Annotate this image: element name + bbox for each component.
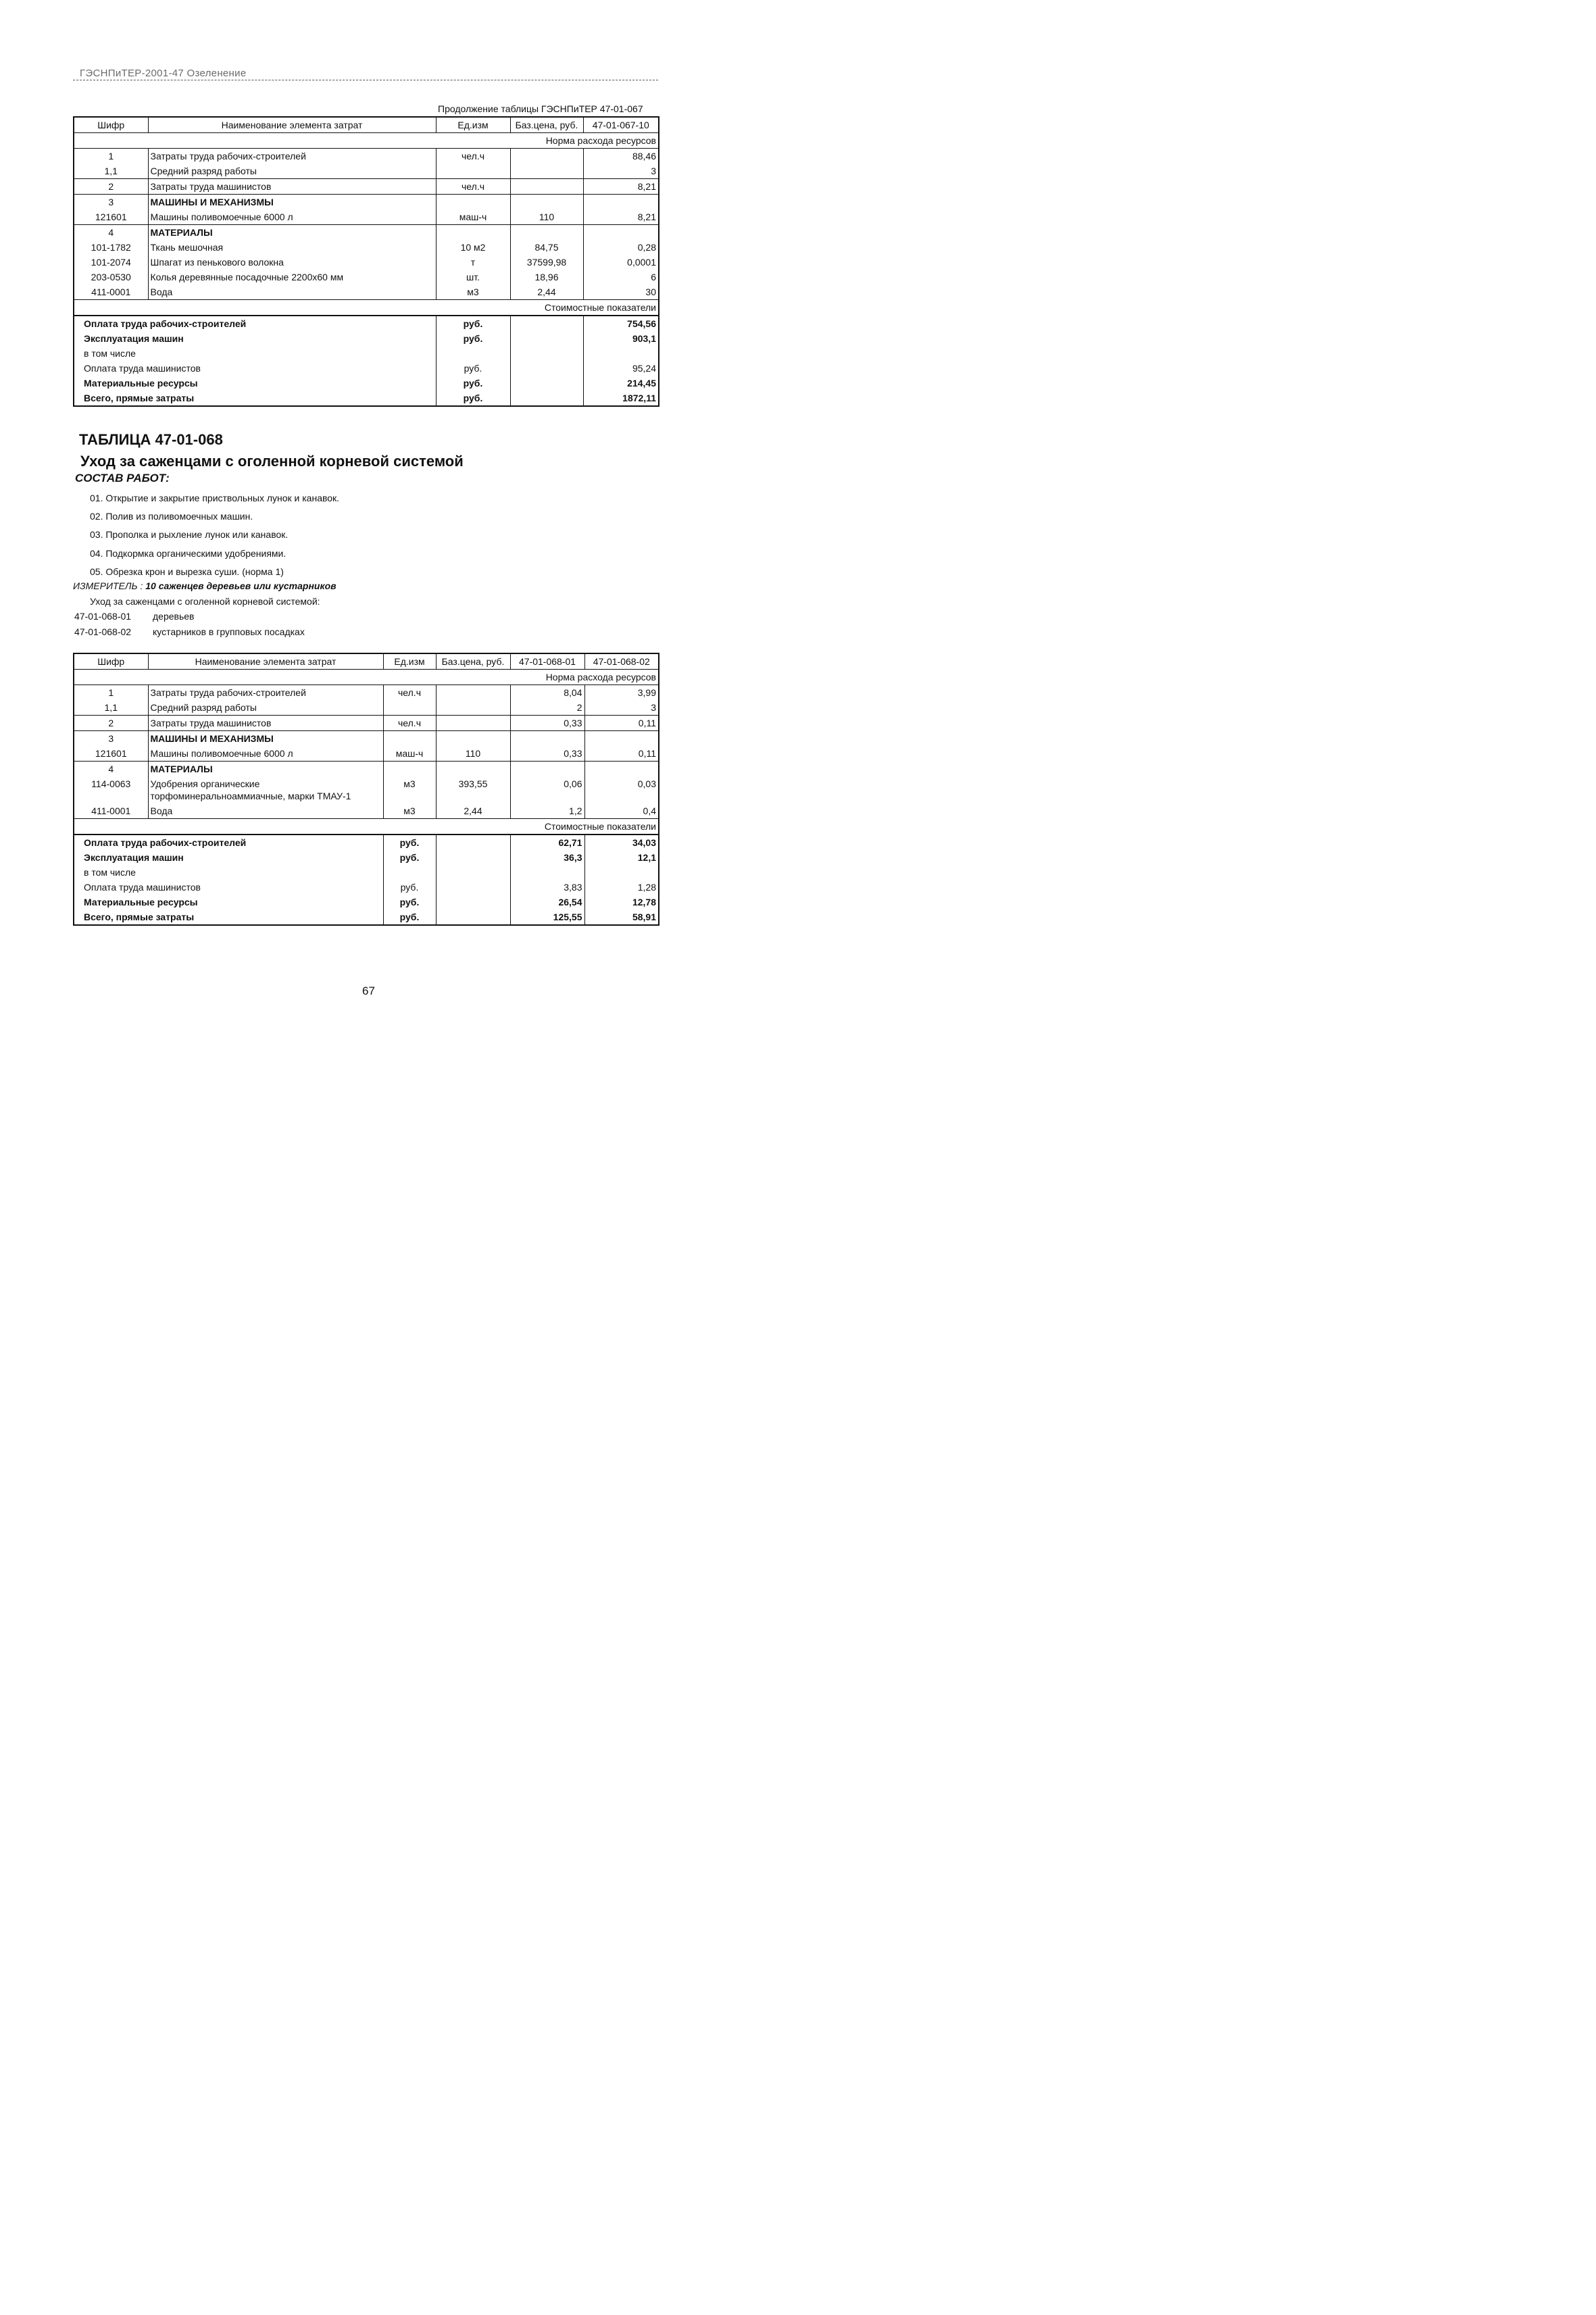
work-item: 05. Обрезка крон и вырезка суши. (норма 1) [90, 566, 284, 577]
composition-heading: СОСТАВ РАБОТ: [75, 472, 170, 484]
code-line [74, 626, 305, 637]
meter-value: 10 саженцев деревьев или кустарников [145, 580, 336, 591]
code-line [74, 611, 195, 622]
table-row: 1 Затраты труда рабочих-строителей чел.ч 88,46 [74, 149, 659, 164]
norm-label-row [74, 133, 659, 149]
table-row: 2 Затраты труда машинистов чел.ч 8,21 [74, 179, 659, 195]
cost-row: Оплата труда машинистов руб. 95,24 [74, 361, 659, 376]
table-continuation-caption: Продолжение таблицы ГЭСНПиТЕР 47-01-067 [438, 103, 643, 114]
code-number: 47-01-068-02 [74, 626, 132, 637]
cost-row: Материальные ресурсы руб. 26,54 12,78 [74, 895, 659, 910]
header-unit: Ед.изм [436, 117, 510, 133]
table-row: 2 Затраты труда машинистов чел.ч 0,33 0,11 [74, 716, 659, 731]
table-row: 3 МАШИНЫ И МЕХАНИЗМЫ [74, 731, 659, 747]
norm-label-row [74, 670, 659, 685]
work-item: 02. Полив из поливомоечных машин. [90, 511, 253, 522]
cost-table-047-01-068 [73, 653, 659, 926]
cost-row: Всего, прямые затраты руб. 125,55 58,91 [74, 910, 659, 925]
header-col-2: 47-01-068-02 [584, 653, 659, 670]
table-row: 4 МАТЕРИАЛЫ [74, 225, 659, 241]
table-row: 121601 Машины поливомоечные 6000 л маш-ч 110 8,21 [74, 209, 659, 225]
cost-row: Оплата труда машинистов руб. 3,83 1,28 [74, 880, 659, 895]
header-price: Баз.цена, руб. [436, 653, 510, 670]
table-header-row [74, 117, 659, 133]
cost-table-047-01-067 [73, 116, 659, 407]
cost-label-row [74, 300, 659, 316]
table-row: 114-0063 Удобрения органические торфоминеральноаммиачные, марки ТМАУ-1 м3 393,55 0,06 0,03 [74, 776, 659, 803]
header-name: Наименование элемента затрат [148, 653, 383, 670]
table-row: 121601 Машины поливомоечные 6000 л маш-ч 110 0,33 0,11 [74, 746, 659, 762]
header-name: Наименование элемента затрат [148, 117, 436, 133]
cost-row: Оплата труда рабочих-строителей руб. 754,56 [74, 316, 659, 331]
table-row: 411-0001 Вода м3 2,44 30 [74, 284, 659, 300]
cost-row: Эксплуатация машин руб. 903,1 [74, 331, 659, 346]
table-header-row [74, 653, 659, 670]
cost-row: Эксплуатация машин руб. 36,3 12,1 [74, 850, 659, 865]
header-col-1: 47-01-068-01 [510, 653, 584, 670]
table-row: 3 МАШИНЫ И МЕХАНИЗМЫ [74, 195, 659, 210]
cost-row: Оплата труда рабочих-строителей руб. 62,71 34,03 [74, 835, 659, 850]
code-number: 47-01-068-01 [74, 611, 132, 622]
table-row: 411-0001 Вода м3 2,44 1,2 0,4 [74, 803, 659, 819]
header-col-1: 47-01-067-10 [583, 117, 659, 133]
care-intro: Уход за саженцами с оголенной корневой системой: [90, 596, 320, 607]
table-row: 1 Затраты труда рабочих-строителей чел.ч 8,04 3,99 [74, 685, 659, 701]
table-title: ТАБЛИЦА 47-01-068 [79, 431, 223, 448]
meter-label: ИЗМЕРИТЕЛЬ : [73, 580, 143, 591]
cost-row: Всего, прямые затраты руб. 1872,11 [74, 391, 659, 406]
header-code: Шифр [74, 117, 148, 133]
cost-row: Материальные ресурсы руб. 214,45 [74, 376, 659, 391]
header-price: Баз.цена, руб. [510, 117, 583, 133]
table-row: 4 МАТЕРИАЛЫ [74, 762, 659, 777]
norm-label: Норма расхода ресурсов [584, 670, 659, 685]
page-number: 67 [362, 985, 375, 997]
code-description: кустарников в групповых посадках [153, 626, 305, 637]
table-subtitle: Уход за саженцами с оголенной корневой системой [80, 453, 464, 470]
meter-line [73, 580, 336, 591]
cost-row: в том числе [74, 865, 659, 880]
table-row: 203-0530 Колья деревянные посадочные 2200х60 мм шт. 18,96 6 [74, 270, 659, 284]
header-unit: Ед.изм [383, 653, 436, 670]
table-row: 1,1 Средний разряд работы 3 [74, 164, 659, 179]
header-code: Шифр [74, 653, 148, 670]
norm-label: Норма расхода ресурсов [583, 133, 659, 149]
table-row: 1,1 Средний разряд работы 2 3 [74, 700, 659, 716]
running-header: ГЭСНПиТЕР-2001-47 Озеленение [80, 68, 247, 79]
table-row: 101-2074 Шпагат из пенькового волокна т 37599,98 0,0001 [74, 255, 659, 270]
cost-label: Стоимостные показатели [544, 302, 656, 313]
work-item: 04. Подкормка органическими удобрениями. [90, 548, 286, 559]
cost-label: Стоимостные показатели [544, 821, 656, 832]
cost-row: в том числе [74, 346, 659, 361]
cost-label-row [74, 819, 659, 835]
code-description: деревьев [153, 611, 195, 622]
work-item: 01. Открытие и закрытие приствольных лунок и канавок. [90, 493, 340, 503]
work-item: 03. Прополка и рыхление лунок или канавок. [90, 529, 289, 540]
table-row: 101-1782 Ткань мешочная 10 м2 84,75 0,28 [74, 240, 659, 255]
